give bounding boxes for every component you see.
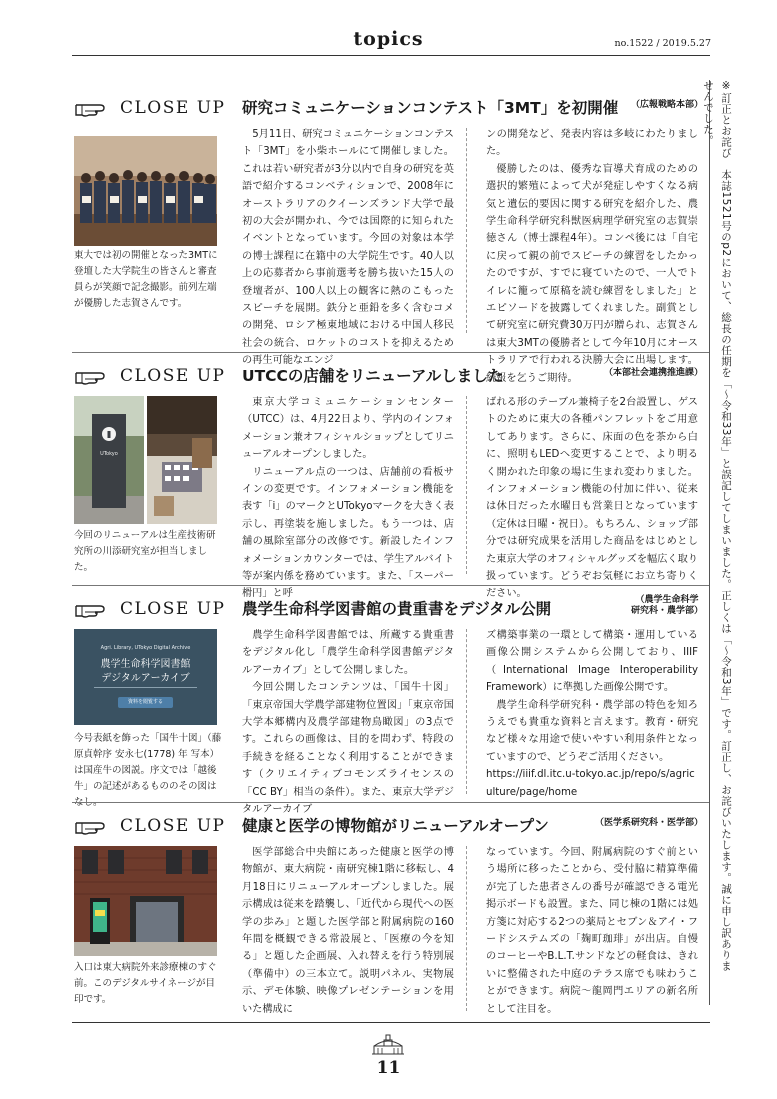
column-divider [466,396,467,574]
section-title: 農学生命科学図書館の貴重書をデジタル公開 [242,600,552,618]
paragraph: ばれる形のテーブル兼椅子を2台設置し、ゲストのために東大の各種パンフレットをご用意してあります。さらに、床面の色を茶から白に、照明もLEDへ変更することで、より明るく開かれた印象の場に生まれ変わりました。インフォメーション機能の付加に伴い、従来は休日だった水曜日も営業日となっています（定休は日曜・祝日）。もちろん、ショップ部分では研究成果を活用した商品をはじめとした東京大学のオフィシャルグッズを幅広く取り扱っています。どうぞお気軽にお立ち寄りください。 [486,397,698,600]
close-up-label: CLOSE UP [120,98,226,118]
close-up-heading [74,364,225,388]
group-photo [74,136,217,246]
issue-info: no.1522 / 2019.5.27 [614,38,711,49]
section-department: （広報戦略本部） [630,100,703,110]
museum-entrance-photo [74,846,217,956]
photo-caption: 東大では初の開催となった3MTに登壇した大学院生の皆さんと審査員らが笑顔で記念撮影。前列左端が優勝した志賀さんです。 [74,250,218,309]
section-agri-library [72,595,709,816]
paragraph: 医学部総合中央館にあった健康と医学の博物館が、東大病院・南研究棟1階に移転し、4月18日にリニューアルオープンしました。展示構成は従来を踏襲し、「近代から現代への医学の歩み」と題した医学部と附属病院の160年間を概観できる常設展と、「医療の今を知る」と題した企画展、入れ替えを行う特別展（準備中）の三本立て。説明パネル、実物展示、デモ体験、映像プレゼンテーションを用いた構成に [242,847,454,1015]
yasuda-auditorium-logo-icon [370,1032,406,1056]
paragraph: 優勝したのは、優秀な盲導犬育成のための選択的繁殖によって犬が発症しやすくなる病気と遺伝的要因に関する研究を紹介した、農学生命科学研究科獣医病理学研究室の志賀崇徳さん（博士課程4年）。コンペ後には「自宅に戻って親の前でスピーチの練習をしたかったのですが、すでに寝ていたので、一人でトイレに籠って原稿を読む練習をしました」とエピソードを披露してくれました。副賞として研究室に研究費30万円が贈られ、志賀さんは東大3MTの優勝者として今年10月にオーストラリアで行われる決勝大会に出場します。続報を乞うご期待。 [486,163,698,384]
article-column-1 [242,627,454,816]
sign-text: UTokyo [100,451,118,457]
close-up-label: CLOSE UP [120,366,226,386]
department-line: （農学生命科学 [635,595,699,605]
section-title: 健康と医学の博物館がリニューアルオープン [242,817,549,835]
photo-caption: 今回のリニューアルは生産技術研究所の川添研究室が担当しました。 [74,530,216,573]
paragraph: なっています。今回、附属病院のすぐ前という場所に移ったことから、受付脇に精算準備が完了した患者さんの番号が確認できる電光掲示ボードも設置。また、同じ棟の1階には処方箋に対応する2つの薬局とセブン＆アイ・フードシステムズの「麹町珈琲」が出店。自慢のコーヒーやB.L.T.サンドなどの軽食は、きれいに整備された中庭のテラス席でも味わうことができます。病院〜龍岡門エリアの新名所として注目を。 [486,847,698,1015]
department-line: 研究科・農学部） [630,606,703,616]
column-divider [466,128,467,333]
section-department: （本部社会連携推進課） [603,368,703,378]
view-materials-button: 資料を閲覧する [118,697,173,708]
paragraph: ンの開発など、発表内容は多岐にわたりました。 [486,129,698,158]
close-up-label: CLOSE UP [120,599,226,619]
close-up-heading [74,96,225,120]
section-rule [72,585,709,586]
store-photo [74,396,217,524]
page-header-title: topics [353,28,424,50]
archive-url: https://iiif.dl.itc.u-tokyo.ac.jp/repo/s/agriculture/page/home [486,769,695,798]
side-note-rule [709,80,710,1005]
close-up-heading [74,597,225,621]
paragraph: 農学生命科学研究科・農学部の特色を知ろうえでも貴重な資料と言えます。教育・研究など様々な用途で使いやすい利用条件となっていますので、どうぞご活用ください。 [486,699,698,763]
close-up-heading [74,814,225,838]
paragraph: リニューアル点の一つは、店舗前の看板サインの変更です。インフォメーション機能を表す「i」のマークとUTokyoマークを大きく表示し、再塗装を施しました。もう一つは、店舗の風除室部分の改修です。新設したインフォメーションカウンターでは、学生アルバイト等が案内係を務めています。また、「スーパー榾円」と呼 [242,466,454,600]
section-medical-museum [72,814,709,1014]
photo-caption: 今号表紙を飾った「国牛十図」（藤原貞幹序 安永七(1778) 年 写本）は国産牛の図説。序文では「越後牛」の記述があるもののその図はなし。 [74,733,222,808]
section-rule [72,802,709,803]
archive-name-en: Agri. Library, UTokyo Digital Archive [100,645,191,651]
article-column-1 [242,844,454,1014]
paragraph: 5月11日、研究コミュニケーションコンテスト「3MT」を小柴ホールにて開催しました。これは若い研究者が3分以内で自身の研究を英語で紹介するコンベティションで、2008年にオーストラリアのクイーンズランド大学で最初の大会が開かれ、今では国際的に知られたイベントとなっています。今回の対象は本学の博士課程に在籍中の大学院生です。40人以上の応募者から事前選考を勝ち抜いた15人の登壇者が、100人以上の観客に熱のこもったスピーチを展開。鉄分と亜鉛を多く含むコメの開発、ロシア極東地域における中国人移民社会の統合、ロケットのコストを抑えるための再生可能なエンジ [242,129,454,367]
photo-caption: 入口は東大病院外来診療棟のすぐ前。このデジタルサイネージが目印です。 [74,962,217,1005]
page-number: 11 [376,1058,401,1078]
close-up-label: CLOSE UP [120,816,226,836]
header-rule [72,55,710,56]
correction-note: ※訂正とお詫び 本誌1521号のp2において、総長の任期を「〜令和33年」と誤記してしまいました。正しくは「〜令和3年」です。訂正し、お詫びいたします。誠に申し訳ありませんでした。 [702,80,732,972]
paragraph: ズ構築事業の一環として構築・運用している画像公開システムから公開しており、IIIF（International Image Interoperability Framework）に準拠した画像公開です。 [486,630,698,694]
pointing-hand-icon [74,98,116,118]
article-column-2 [486,394,698,600]
section-department: （医学系研究科・医学部） [594,818,703,828]
article-column-2 [486,844,698,1014]
section-rule [72,352,709,353]
pointing-hand-icon [74,599,116,619]
paragraph: 東京大学コミュニケーションセンター（UTCC）は、4月22日より、学内のインフォメーション兼オフィシャルショップとしてリニューアルオープンしました。 [242,397,454,461]
archive-name-ja: 農学生命科学図書館 [100,659,191,670]
column-divider [466,846,467,1011]
store-photos [74,396,217,524]
article-column-2 [486,627,698,797]
divider-line [94,687,197,688]
column-divider [466,629,467,794]
footer-rule [72,1022,710,1023]
article-column-1 [242,394,454,600]
archive-screenshot [74,629,217,725]
paragraph: 今回公開したコンテンツは、「国牛十図」「東京帝国大学農学部建物位置図」「東京帝国大学本郷構内及農学部建物鳥瞰図」の3点です。これらの画像は、目的を問わず、特段の手続きを経ることなく利用することができます（クリエイティブコモンズライセンスの「CC BY」相当の条件）。また、東京大学デジタルアーカイブ [242,682,454,816]
archive-name-ja-2: デジタルアーカイブ [101,673,190,684]
pointing-hand-icon [74,366,116,386]
section-title: UTCCの店舗をリニューアルしました [242,367,504,385]
article-column-1 [242,126,454,367]
paragraph: 農学生命科学図書館では、所蔵する貴重書をデジタル化し「農学生命科学図書館デジタルアーカイブ」として公開しました。 [242,630,454,676]
section-department [631,595,703,617]
section-title: 研究コミュニケーションコンテスト「3MT」を初開催 [242,99,619,117]
pointing-hand-icon [74,816,116,836]
